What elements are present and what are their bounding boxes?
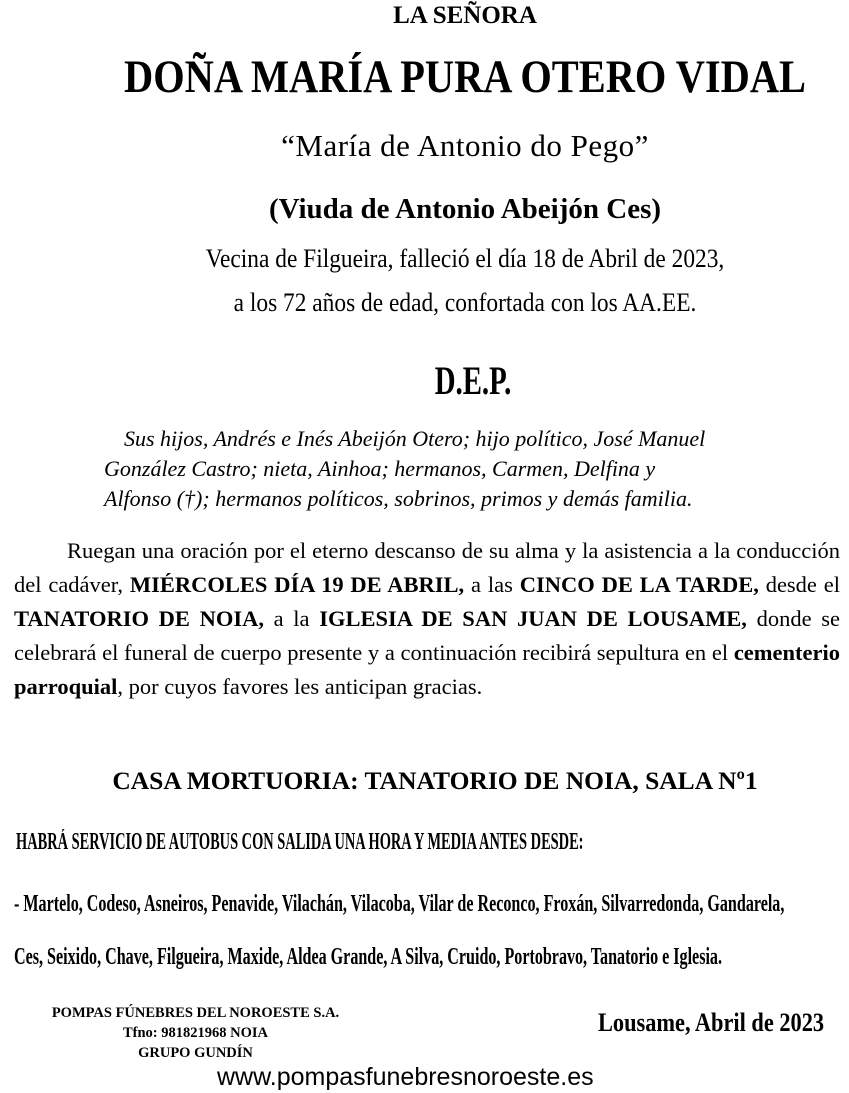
deceased-name: DOÑA MARÍA PURA OTERO VIDAL — [124, 51, 806, 103]
announcement-text: donde se celebrará el funeral de cuerpo presente y a continuación recibirá sepultura en el — [14, 606, 840, 665]
company-name: POMPAS FÚNEBRES DEL NOROESTE S.A. — [51, 1005, 340, 1021]
place-date: Lousame, Abril de 2023 — [598, 1008, 825, 1037]
company-phone: Tfno: 981821968 NOIA — [122, 1025, 268, 1041]
family-line: González Castro; nieta, Ainhoa; hermanos, Carmen, Delfina y — [104, 456, 656, 481]
announcement-date: MIÉRCOLES DÍA 19 DE ABRIL, — [129, 572, 465, 597]
bus-stops-line: - Martelo, Codeso, Asneiros, Penavide, Vilachán, Vilacoba, Vilar de Reconco, Froxán, Silvarredonda, Gandarela, — [14, 891, 785, 917]
death-details-line2: a los 72 años de edad, confortada con los AA.EE. — [233, 288, 697, 317]
announcement-text: a la — [263, 606, 320, 631]
announcement-cemetery: cementerio parroquial — [14, 640, 840, 699]
death-details-line1: Vecina de Filgueira, falleció el día 18 de Abril de 2023, — [205, 244, 725, 273]
funeral-announcement — [14, 534, 840, 704]
announcement-text: , por cuyos favores les anticipan gracias. — [117, 674, 483, 699]
casa-mortuoria: CASA MORTUORIA: TANATORIO DE NOIA, SALA Nº1 — [112, 766, 758, 795]
title-prefix: LA SEÑORA — [393, 2, 537, 29]
bus-stops — [14, 878, 784, 984]
funeral-home-info — [8, 1003, 383, 1063]
widow-of: (Viuda de Antonio Abeijón Ces) — [268, 193, 662, 225]
family-list — [104, 424, 828, 514]
announcement-text: desde el — [758, 572, 841, 597]
company-group: GRUPO GUNDÍN — [138, 1045, 253, 1061]
website-url: www.pompasfunebresnoroeste.es — [217, 1063, 594, 1091]
announcement-church: IGLESIA DE SAN JUAN DE LOUSAME, — [319, 606, 747, 631]
announcement-text: Ruegan una oración por el eterno descanso de su alma y la asistencia a la conducción del cadáver, — [14, 538, 840, 597]
announcement-text: a las — [464, 572, 520, 597]
bus-service-heading: HABRÁ SERVICIO DE AUTOBUS CON SALIDA UNA HORA Y MEDIA ANTES DESDE: — [16, 829, 584, 855]
announcement-time: CINCO DE LA TARDE, — [519, 572, 759, 597]
family-line: Sus hijos, Andrés e Inés Abeijón Otero; hijo político, José Manuel — [124, 426, 706, 451]
dep-label: D.E.P. — [434, 358, 512, 403]
bus-stops-line: Ces, Seixido, Chave, Filgueira, Maxide, Aldea Grande, A Silva, Cruido, Portobravo, Tanatorio e Iglesia. — [14, 944, 722, 970]
announcement-origin: TANATORIO DE NOIA, — [14, 606, 264, 631]
family-line: Alfonso (†); hermanos políticos, sobrinos, primos y demás familia. — [104, 486, 693, 511]
nickname: “María de Antonio do Pego” — [281, 128, 649, 163]
